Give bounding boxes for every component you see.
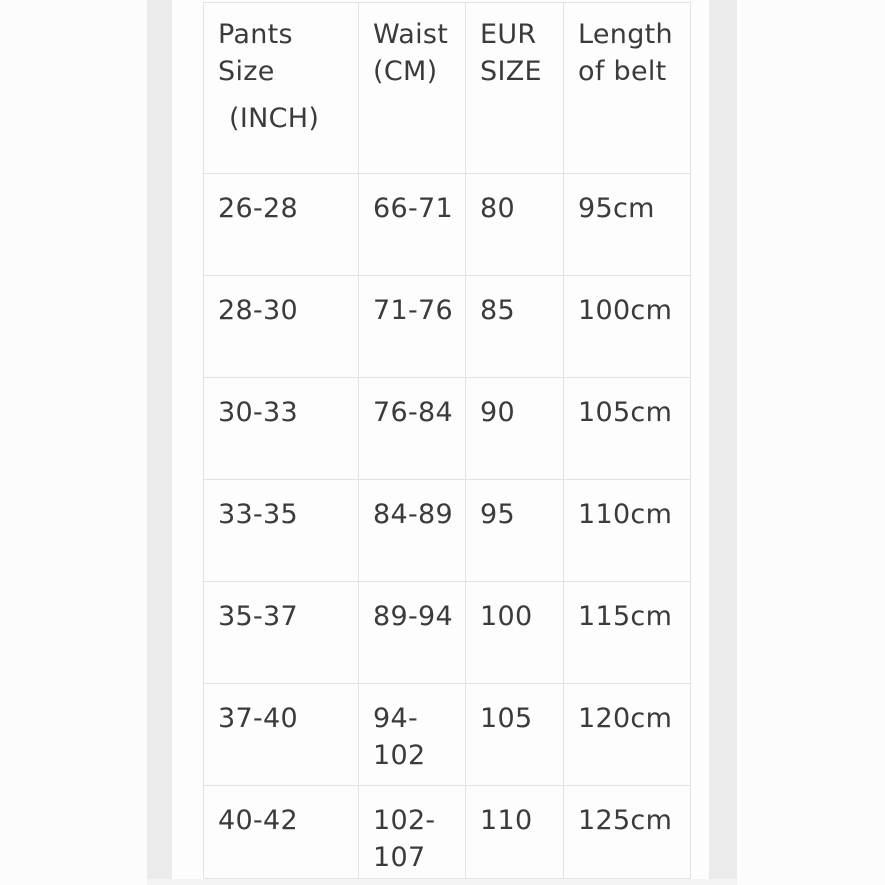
header-eur-size-label: EUR SIZE	[480, 19, 542, 87]
cell-pants-size: 30-33	[204, 378, 359, 480]
header-cell-eur-size	[466, 3, 564, 174]
cell-eur-size: 110	[466, 786, 564, 879]
cell-eur-size: 105	[466, 684, 564, 786]
header-pants-size-label: Pants Size	[218, 19, 293, 87]
header-pants-size-unit: (INCH)	[229, 103, 320, 134]
table-row	[204, 684, 691, 786]
photo-bottom-edge	[147, 879, 737, 885]
cell-waist-cm: 89-94	[359, 582, 466, 684]
cell-eur-size: 80	[466, 174, 564, 276]
cell-waist-cm: 102-107	[359, 786, 466, 879]
cell-belt-length: 100cm	[564, 276, 691, 378]
header-waist-label: Waist (CM)	[373, 19, 449, 87]
cell-belt-length: 125cm	[564, 786, 691, 879]
table-row	[204, 582, 691, 684]
table-row	[204, 174, 691, 276]
cell-belt-length: 95cm	[564, 174, 691, 276]
cell-waist-cm: 76-84	[359, 378, 466, 480]
header-cell-waist	[359, 3, 466, 174]
table-row	[204, 276, 691, 378]
table-header-row	[204, 3, 691, 174]
cell-belt-length: 120cm	[564, 684, 691, 786]
cell-eur-size: 85	[466, 276, 564, 378]
header-cell-pants-size	[204, 3, 359, 174]
cell-belt-length: 105cm	[564, 378, 691, 480]
header-belt-length-label: Length of belt	[578, 19, 673, 87]
cell-pants-size: 33-35	[204, 480, 359, 582]
header-cell-belt-length	[564, 3, 691, 174]
cell-belt-length: 115cm	[564, 582, 691, 684]
cell-eur-size: 95	[466, 480, 564, 582]
cell-waist-cm: 71-76	[359, 276, 466, 378]
cell-pants-size: 37-40	[204, 684, 359, 786]
cell-belt-length: 110cm	[564, 480, 691, 582]
table-row	[204, 786, 691, 879]
cell-waist-cm: 84-89	[359, 480, 466, 582]
cell-eur-size: 90	[466, 378, 564, 480]
belt-size-table	[203, 2, 691, 879]
table-row	[204, 378, 691, 480]
cell-eur-size: 100	[466, 582, 564, 684]
cell-pants-size: 26-28	[204, 174, 359, 276]
cell-pants-size: 40-42	[204, 786, 359, 879]
cell-waist-cm: 94-102	[359, 684, 466, 786]
cell-waist-cm: 66-71	[359, 174, 466, 276]
cell-pants-size: 35-37	[204, 582, 359, 684]
table-row	[204, 480, 691, 582]
right-gutter-stripe	[709, 0, 737, 885]
left-gutter-stripe	[147, 0, 172, 885]
cell-pants-size: 28-30	[204, 276, 359, 378]
